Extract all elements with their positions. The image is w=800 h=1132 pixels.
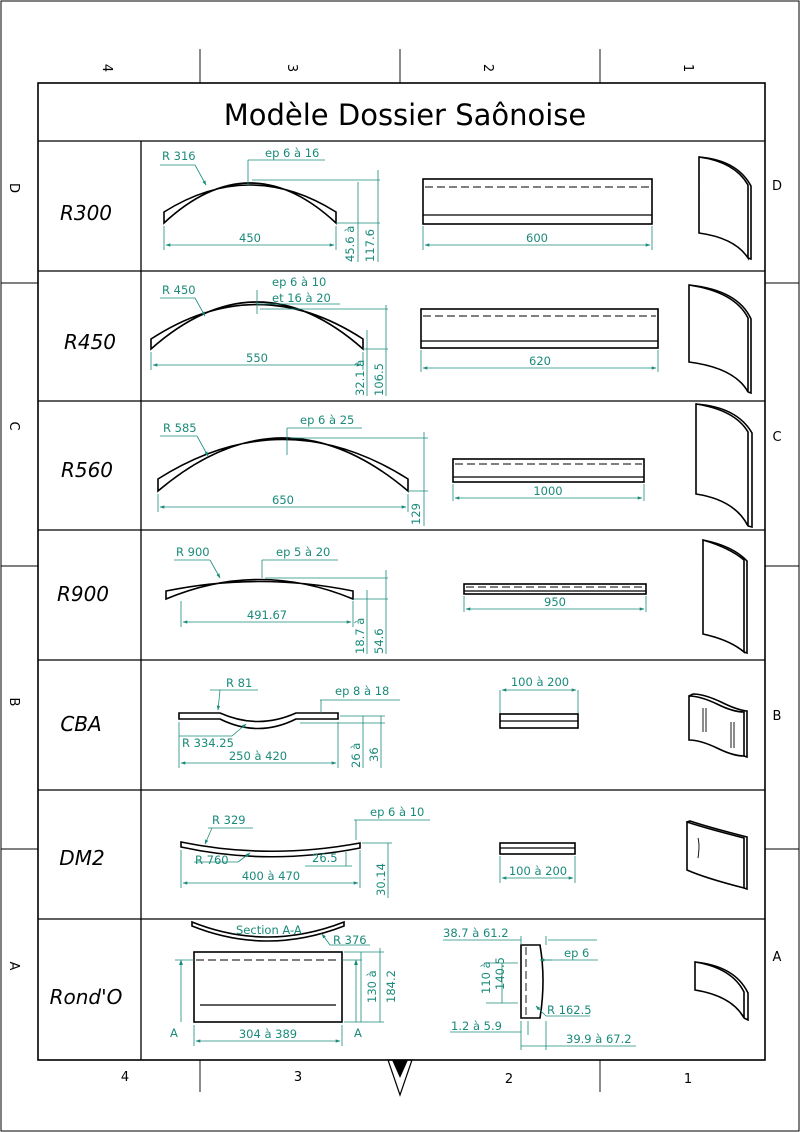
bottom-left-label: 1.2 à 5.9 [451, 1019, 502, 1033]
row-dm2 [181, 805, 747, 898]
model-name-r900: R900 [56, 582, 110, 606]
model-name-r560: R560 [60, 458, 114, 482]
bottom-col-label: 4 [120, 1070, 130, 1085]
thickness-label-secondary: et 16 à 20 [272, 291, 331, 305]
right-row-label: A [772, 950, 782, 965]
left-row-label: C [6, 421, 21, 431]
top-col-label: 3 [284, 63, 299, 73]
row-rondo [170, 922, 748, 1050]
side-radius-label: R 162.5 [547, 1003, 592, 1017]
drawing-frame [38, 83, 765, 1060]
left-row-label: A [6, 961, 21, 971]
thickness-label: ep 6 à 25 [300, 413, 355, 427]
bottom-col-label: 3 [293, 1070, 303, 1085]
radius-label: R 585 [163, 421, 197, 435]
length-label: 100 à 200 [508, 864, 568, 878]
top-dimension-label: 38.7 à 61.2 [443, 926, 509, 940]
height-label: 45.6 à [343, 225, 357, 262]
radius-label-secondary: R 334.25 [182, 736, 234, 750]
bottom-grid-ruler [121, 1060, 692, 1095]
offset-label: 26.5 [312, 851, 338, 865]
top-col-label: 2 [480, 63, 495, 73]
profile-view [179, 713, 338, 729]
width-label: 650 [272, 493, 294, 507]
height-label: 130 à [365, 970, 379, 1003]
width-label: 550 [246, 351, 268, 365]
thickness-label: ep 6 à 10 [272, 275, 327, 289]
radius-label: R 450 [162, 283, 196, 297]
model-name-rondo: Rond'O [49, 985, 123, 1009]
section-mark-left: A [170, 1026, 178, 1040]
length-label: 100 à 200 [510, 675, 570, 689]
height-label: 32.1 à [353, 359, 367, 396]
front-view [423, 179, 652, 224]
radius-label: R 316 [162, 149, 196, 163]
front-view [421, 309, 658, 348]
model-name-r300: R300 [59, 201, 113, 225]
row-r450 [151, 275, 751, 396]
height-label: 184.2 [384, 970, 398, 1003]
isometric-view [703, 540, 744, 652]
bottom-col-label: 1 [683, 1072, 693, 1087]
section-label: Section A-A [236, 923, 302, 937]
right-row-label: B [772, 709, 782, 724]
height-label: 26 à [349, 742, 363, 768]
left-row-label: D [6, 182, 21, 194]
width-label: 250 à 420 [228, 749, 288, 763]
thickness-label: ep 6 à 10 [370, 805, 425, 819]
right-row-label: C [772, 430, 782, 445]
bottom-right-label: 39.9 à 67.2 [566, 1032, 632, 1046]
radius-label: R 376 [333, 933, 367, 947]
model-name-cba: CBA [60, 712, 102, 736]
height-label: 18.7 à [353, 617, 367, 654]
front-view [194, 952, 342, 1022]
height-label: 117.6 [363, 229, 377, 262]
radius-label: R 329 [212, 813, 246, 827]
length-label: 600 [526, 231, 548, 245]
length-label: 1000 [533, 484, 563, 498]
isometric-view [689, 285, 748, 392]
row-cba [179, 675, 747, 768]
height-label: 30.14 [374, 863, 388, 896]
row-r900 [166, 540, 747, 654]
height-label: 54.6 [372, 628, 386, 654]
profile-view [166, 580, 353, 600]
bottom-col-label: 2 [504, 1072, 514, 1087]
width-label: 450 [239, 231, 261, 245]
drawing-title: Modèle Dossier Saônoise [223, 98, 587, 132]
width-label: 304 à 389 [238, 1027, 298, 1041]
isometric-view [687, 822, 744, 888]
top-col-label: 1 [680, 63, 695, 73]
front-view [453, 459, 644, 482]
radius-label: R 900 [176, 545, 210, 559]
row-r560 [158, 404, 752, 527]
model-name-r450: R450 [63, 330, 117, 354]
profile-view [164, 183, 336, 223]
side-grid-ruler [1, 179, 799, 971]
side-height-label: 110 à [479, 961, 493, 994]
top-grid-ruler [99, 49, 695, 83]
right-row-label: D [771, 179, 783, 194]
length-label: 950 [544, 595, 566, 609]
thickness-label: ep 6 à 16 [265, 146, 320, 160]
row-r300 [160, 146, 751, 262]
radius-label-secondary: R 760 [195, 853, 229, 867]
front-view [464, 584, 646, 594]
thickness-label: ep 5 à 20 [276, 545, 331, 559]
left-row-label: B [6, 697, 21, 707]
width-label: 400 à 470 [241, 869, 301, 883]
isometric-view [689, 696, 744, 756]
thickness-label: ep 8 à 18 [335, 684, 390, 698]
height-label: 129 [409, 503, 423, 525]
isometric-view [696, 404, 748, 526]
height-label: 106.5 [372, 363, 386, 396]
height-label: 36 [367, 747, 381, 762]
model-name-dm2: DM2 [59, 846, 105, 870]
thickness-label: ep 6 [564, 946, 590, 960]
isometric-view [695, 962, 744, 1018]
side-section-view [521, 945, 543, 1018]
length-label: 620 [529, 354, 551, 368]
profile-view [158, 438, 408, 491]
radius-label: R 81 [226, 676, 253, 690]
top-col-label: 4 [99, 63, 114, 73]
width-label: 491.67 [246, 608, 288, 622]
outer-border [1, 1, 799, 1131]
section-mark-right: A [354, 1026, 362, 1040]
side-height-label: 140.5 [493, 957, 507, 990]
